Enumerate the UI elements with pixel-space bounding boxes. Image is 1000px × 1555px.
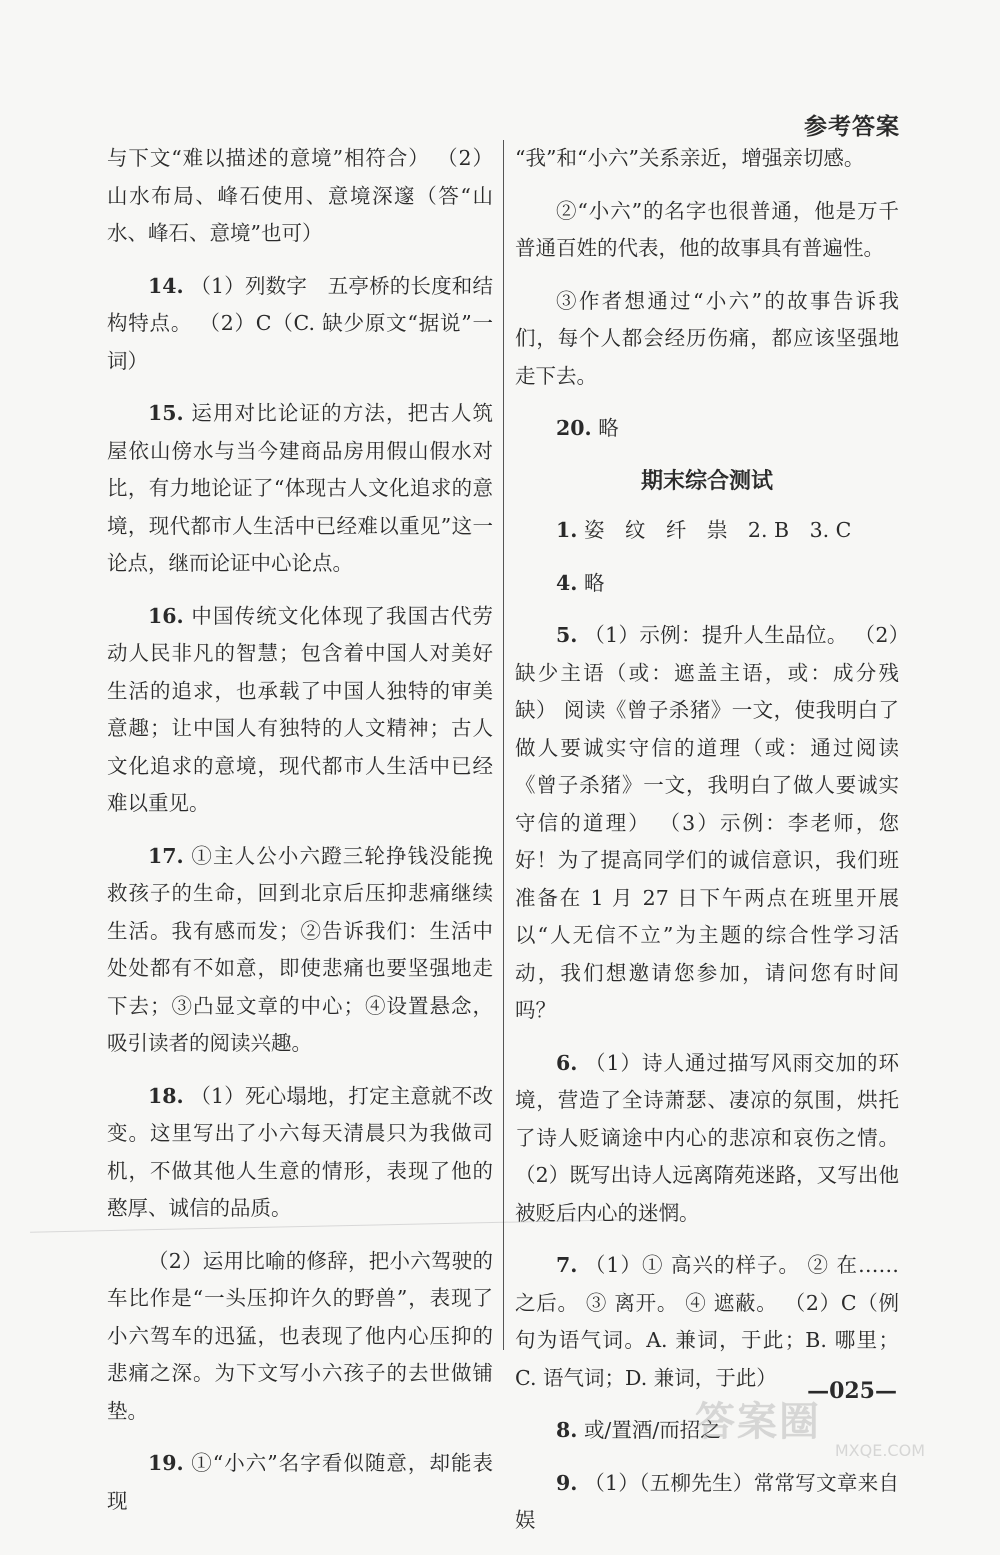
question-number: 4.	[556, 570, 578, 595]
answer-text: ①“小六”名字看似随意，却能表现	[107, 1451, 493, 1513]
answer-paragraph	[107, 1078, 493, 1228]
answer-paragraph	[515, 1045, 899, 1233]
answer-paragraph	[107, 268, 493, 381]
answer-paragraph	[515, 410, 899, 448]
answer-paragraph	[107, 395, 493, 583]
question-number: 20.	[556, 416, 592, 440]
question-number: 1.	[556, 518, 578, 542]
answer-text: （1）（五柳先生）常常写文章来自娱	[515, 1470, 899, 1532]
answer-text: 略	[583, 570, 605, 595]
answer-text: （1）示例：提升人生品位。 （2）缺少主语（或：遮盖主语，或：成分残缺） 阅读《曾子杀猪》一文，使我明白了做人要诚实守信的道理（或：通过阅读《曾子杀猪》一文，我明白了做人要诚实守信的道理） （3）示例：李老师，您好！为了提高同学们的诚信意识，我们班准备在 1 月 27 日下午两点在班里开展以“人无信不立”为主题的综合性学习活动，我们想邀请您参加，请问您有时间吗？	[515, 623, 899, 1022]
watermark-url: MXQE.COM	[834, 1441, 925, 1460]
answer-text: ②“小六”的名字也很普通，他是万千普通百姓的代表，他的故事具有普遍性。	[515, 198, 899, 260]
answer-text: 与下文“难以描述的意境”相符合） （2）山水布局、峰石使用、意境深邃（答“山水、峰石、意境”也可）	[107, 146, 493, 245]
answer-text: 略	[598, 416, 619, 440]
question-number: 17.	[148, 843, 184, 868]
question-number: 7.	[556, 1253, 578, 1277]
answer-text: （1）① 高兴的样子。 ② 在……之后。 ③ 离开。 ④ 遮蔽。 （2）C（例句为语气词。A. 兼词，于此；B. 哪里；C. 语气词；D. 兼词，于此）	[515, 1253, 899, 1390]
answer-text: 中国传统文化体现了我国古代劳动人民非凡的智慧；包含着中国人对美好生活的追求，也承载了中国人独特的审美意趣；让中国人有独特的人文精神；古人文化追求的意境，现代都市人生活中已经难以重见。	[107, 603, 493, 815]
answer-paragraph	[107, 598, 493, 823]
answer-paragraph	[515, 1465, 899, 1540]
right-column	[515, 140, 899, 1555]
question-number: 6.	[556, 1050, 578, 1075]
page-number: —025—	[807, 1378, 897, 1404]
answer-paragraph	[107, 1445, 493, 1520]
answer-text: （1）列数字 五亭桥的长度和结构特点。 （2）C（C. 缺少原文“据说”一词）	[107, 273, 493, 373]
answer-paragraph	[515, 140, 899, 178]
question-number: 9.	[556, 1470, 578, 1495]
question-number: 16.	[148, 603, 184, 628]
watermark-logo	[695, 1390, 925, 1460]
section-title: 期末综合测试	[640, 468, 773, 494]
left-column	[107, 140, 493, 1535]
answer-text: 或/置酒/而招之	[583, 1418, 721, 1442]
answer-text: （1）死心塌地，打定主意就不改变。这里写出了小六每天清晨只为我做司机，不做其他人生意的情形，表现了他的憨厚、诚信的品质。	[107, 1083, 493, 1220]
answer-paragraph	[515, 565, 899, 603]
answer-paragraph	[515, 617, 899, 1030]
answer-paragraph	[107, 140, 493, 253]
question-number: 8.	[556, 1418, 578, 1442]
watermark-text: 答案圈	[695, 1399, 821, 1445]
answer-paragraph	[107, 1243, 493, 1431]
answer-paragraph	[515, 283, 899, 396]
column-divider	[503, 140, 504, 1350]
answer-text: （1）诗人通过描写风雨交加的环境，营造了全诗萧瑟、凄凉的氛围，烘托了诗人贬谪途中内心的悲凉和哀伤之情。 （2）既写出诗人远离隋苑迷路，又写出他被贬后内心的迷惘。	[515, 1050, 899, 1225]
answer-text: “我”和“小六”关系亲近，增强亲切感。	[515, 146, 865, 170]
answer-paragraph	[515, 193, 899, 268]
question-number: 15.	[148, 401, 184, 425]
answer-text: （2）运用比喻的修辞，把小六驾驶的车比作是“一头压抑许久的野兽”，表现了小六驾车的迅猛，也表现了他内心压抑的悲痛之深。为下文写小六孩子的去世做铺垫。	[107, 1248, 493, 1423]
answer-text: 姿 纹 纤 祟 2. B 3. C	[583, 518, 852, 542]
question-number: 19.	[148, 1451, 184, 1475]
answer-paragraph	[515, 1247, 899, 1397]
question-number: 5.	[556, 623, 578, 647]
question-number: 14.	[148, 273, 184, 298]
answer-text: ①主人公小六蹬三轮挣钱没能挽救孩子的生命，回到北京后压抑悲痛继续生活。我有感而发；②告诉我们：生活中处处都有不如意，即使悲痛也要坚强地走下去；③凸显文章的中心；④设置悬念，吸引读者的阅读兴趣。	[107, 843, 493, 1055]
answer-paragraph	[515, 512, 899, 550]
answer-paragraph	[107, 838, 493, 1063]
answer-text: ③作者想通过“小六”的故事告诉我们，每个人都会经历伤痛，都应该坚强地走下去。	[515, 288, 899, 388]
answer-text: 运用对比论证的方法，把古人筑屋依山傍水与当今建商品房用假山假水对比，有力地论证了“体现古人文化追求的意境，现代都市人生活中已经难以重见”这一论点，继而论证中心论点。	[107, 401, 493, 575]
question-number: 18.	[148, 1083, 184, 1108]
header-title: 参考答案	[804, 114, 900, 140]
